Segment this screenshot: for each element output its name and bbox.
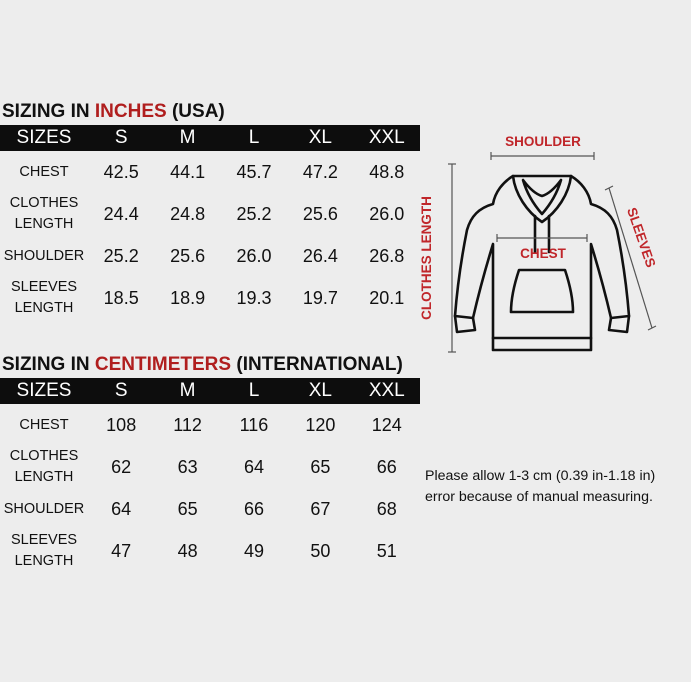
cell-value: 64	[111, 498, 132, 519]
centimeters-heading-prefix: SIZING IN	[2, 354, 95, 375]
header-size-xxl: XXL	[354, 125, 420, 151]
cell-value: 50	[310, 540, 331, 561]
cell-value: 26.8	[369, 245, 405, 266]
cell-value: 116	[239, 414, 269, 435]
cell-value: 112	[173, 414, 202, 435]
header-size-l: L	[221, 378, 287, 404]
cell-value: 19.7	[302, 287, 338, 308]
row-label: SHOULDER	[3, 247, 85, 264]
inches-heading	[2, 101, 225, 123]
cell-value: 26.0	[236, 245, 272, 266]
inches-heading-suffix: (USA)	[166, 101, 225, 122]
sleeves-label: SLEEVES	[624, 205, 659, 270]
header-size-l: L	[221, 125, 287, 151]
header-sizes: SIZES	[0, 378, 88, 404]
note-line-2: error because of manual measuring.	[425, 489, 653, 505]
cell-value: 25.6	[170, 245, 206, 266]
row-label: CHEST	[19, 416, 69, 433]
centimeters-header-row	[0, 378, 420, 404]
header-sizes: SIZES	[0, 125, 88, 151]
clothes-length-label: CLOTHES LENGTH	[419, 196, 434, 320]
cell-value: 24.8	[170, 203, 206, 224]
cell-value: 120	[305, 414, 336, 435]
cell-value: 62	[111, 456, 132, 477]
cell-value: 49	[243, 540, 264, 561]
cell-value: 44.1	[170, 161, 206, 182]
cell-value: 25.2	[103, 245, 139, 266]
table-row	[0, 193, 420, 235]
cell-value: 48	[177, 540, 198, 561]
table-row	[0, 446, 420, 488]
centimeters-heading-accent: CENTIMETERS	[94, 354, 232, 375]
cell-value: 66	[376, 456, 397, 477]
cell-value: 65	[310, 456, 331, 477]
row-label: SHOULDER	[3, 500, 85, 517]
cell-value: 47	[111, 540, 132, 561]
cell-value: 66	[243, 498, 264, 519]
cell-value: 20.1	[369, 287, 405, 308]
table-row	[0, 488, 420, 530]
centimeters-heading-suffix: (INTERNATIONAL)	[231, 354, 403, 375]
row-label: CLOTHES LENGTH	[9, 195, 79, 232]
centimeters-table	[0, 378, 420, 572]
cell-value: 51	[376, 540, 397, 561]
cell-value: 68	[376, 498, 397, 519]
header-size-xl: XL	[287, 378, 353, 404]
inches-table	[0, 125, 420, 319]
table-row	[0, 151, 420, 193]
cell-value: 18.9	[170, 287, 206, 308]
header-size-xl: XL	[287, 125, 353, 151]
centimeters-heading	[2, 354, 403, 376]
chest-measure-line	[497, 234, 587, 242]
table-row	[0, 277, 420, 319]
header-size-m: M	[154, 125, 220, 151]
row-label: CHEST	[19, 163, 69, 180]
row-label: SLEEVES LENGTH	[10, 532, 78, 569]
cell-value: 25.2	[236, 203, 272, 224]
hoodie-diagram	[415, 120, 675, 360]
cell-value: 124	[371, 414, 402, 435]
row-label: SLEEVES LENGTH	[10, 279, 78, 316]
cell-value: 18.5	[103, 287, 139, 308]
hoodie-outline	[455, 176, 629, 350]
table-row	[0, 235, 420, 277]
inches-header-row	[0, 125, 420, 151]
cell-value: 67	[310, 498, 331, 519]
cell-value: 63	[177, 456, 198, 477]
cell-value: 19.3	[236, 287, 272, 308]
row-label: CLOTHES LENGTH	[9, 448, 79, 485]
cell-value: 64	[243, 456, 264, 477]
shoulder-measure-line	[491, 152, 594, 160]
measurement-note	[425, 466, 655, 508]
table-row	[0, 530, 420, 572]
cell-value: 26.0	[369, 203, 405, 224]
chest-label: CHEST	[520, 246, 566, 261]
note-line-1: Please allow 1-3 cm (0.39 in-1.18 in)	[425, 468, 656, 484]
cell-value: 45.7	[236, 161, 272, 182]
header-size-s: S	[88, 378, 154, 404]
cell-value: 108	[106, 414, 137, 435]
inches-heading-prefix: SIZING IN	[2, 101, 95, 122]
cell-value: 65	[177, 498, 198, 519]
cell-value: 47.2	[302, 161, 338, 182]
shoulder-label: SHOULDER	[505, 134, 581, 149]
cell-value: 24.4	[103, 203, 139, 224]
header-size-xxl: XXL	[354, 378, 420, 404]
cell-value: 42.5	[103, 161, 139, 182]
header-size-s: S	[88, 125, 154, 151]
header-size-m: M	[154, 378, 220, 404]
cell-value: 26.4	[302, 245, 338, 266]
cell-value: 25.6	[302, 203, 338, 224]
cell-value: 48.8	[369, 161, 405, 182]
inches-heading-accent: INCHES	[94, 101, 167, 122]
table-row	[0, 404, 420, 446]
